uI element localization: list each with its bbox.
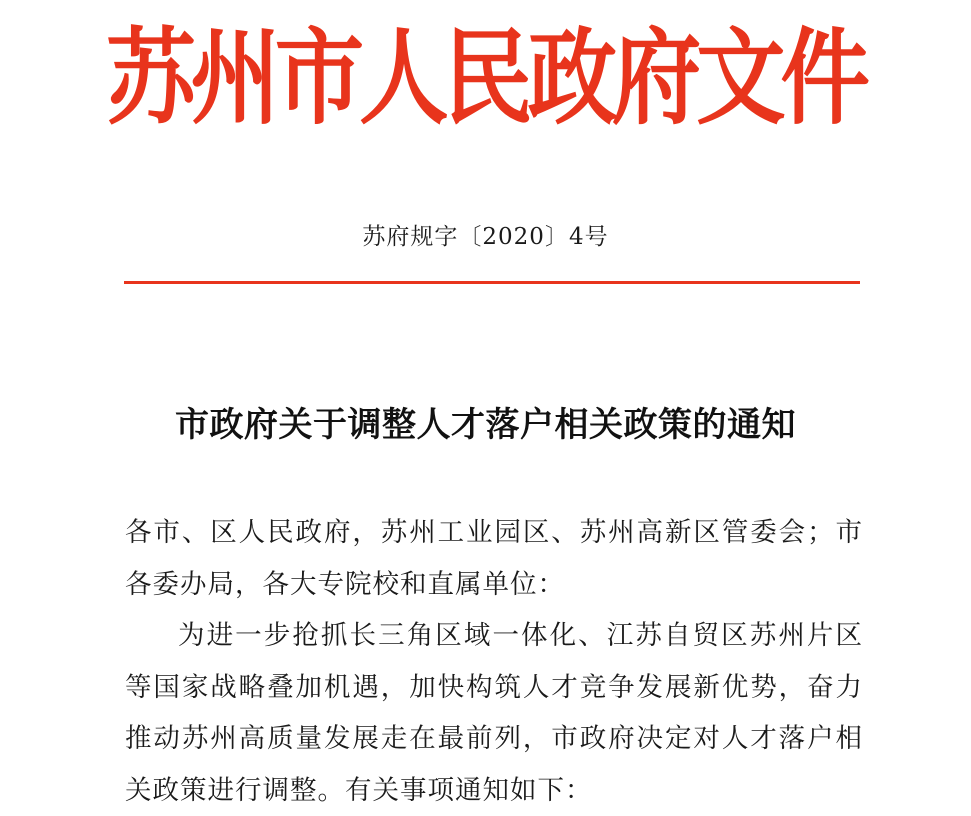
notice-title: 市政府关于调整人才落户相关政策的通知 — [175, 405, 796, 445]
body-paragraph: 为进一步抢抓长三角区域一体化、江苏自贸区苏州片区等国家战略叠加机遇，加快构筑人才竞争发展新优势，奋力推动苏州高质量发展走在最前列，市政府决定对人才落户相关政策进行调整。有关事项通知如下： — [125, 620, 863, 806]
notice-body — [125, 507, 863, 816]
masthead-title: 苏州市人民政府文件 — [106, 16, 865, 139]
addressees: 各市、区人民政府，苏州工业园区、苏州高新区管委会；市各委办局，各大专院校和直属单位： — [125, 517, 863, 600]
red-divider-line — [124, 281, 860, 284]
document-number: 苏府规字〔2020〕4号 — [362, 224, 609, 250]
